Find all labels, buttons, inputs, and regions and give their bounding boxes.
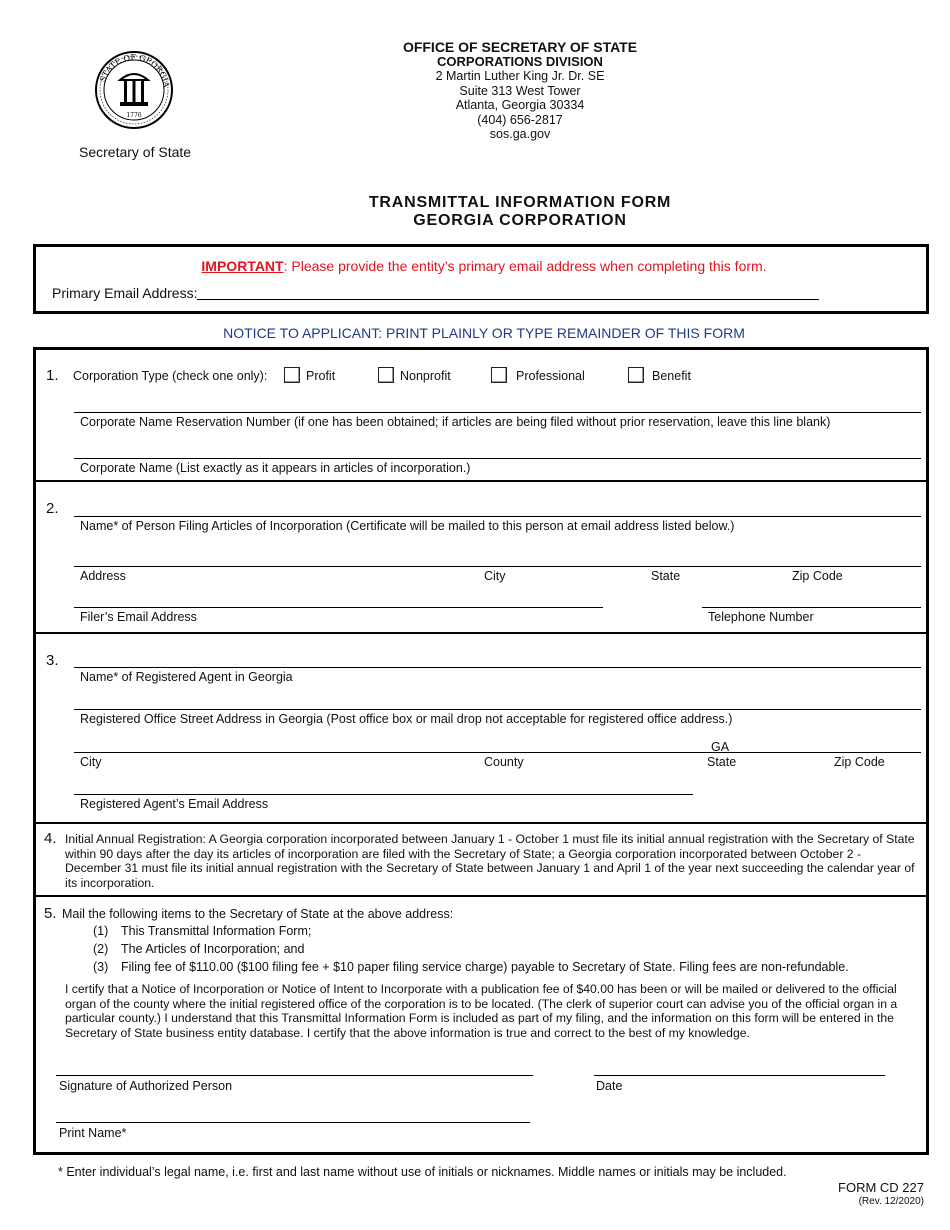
address-line: 2 Martin Luther King Jr. Dr. SE xyxy=(435,69,605,83)
revision-date: (Rev. 12/2020) xyxy=(858,1196,924,1207)
primary-email-box xyxy=(33,244,929,314)
address-line: Atlanta, Georgia 30334 xyxy=(455,98,585,112)
section-3-number: 3. xyxy=(46,652,59,669)
nonprofit-checkbox[interactable] xyxy=(378,367,394,383)
section-1-number: 1. xyxy=(46,367,59,384)
section-2-number: 2. xyxy=(46,500,59,517)
agent-city-field[interactable] xyxy=(74,752,921,753)
date-field[interactable] xyxy=(594,1075,885,1076)
corporate-name-field[interactable] xyxy=(74,458,921,459)
address-line: Suite 313 West Tower xyxy=(459,83,581,98)
filer-email-field[interactable] xyxy=(74,607,603,608)
office-title: OFFICE OF SECRETARY OF STATE xyxy=(402,39,638,55)
address-label: Address xyxy=(80,569,126,583)
registered-office-field[interactable] xyxy=(74,709,921,710)
filer-name-field[interactable] xyxy=(74,516,921,517)
primary-email-field[interactable] xyxy=(197,299,819,300)
important-notice: IMPORTANT: Please provide the entity’s primary email address when completing this form. xyxy=(201,258,767,274)
print-name-field[interactable] xyxy=(56,1122,530,1123)
professional-label: Professional xyxy=(516,369,585,383)
important-label: IMPORTANT xyxy=(201,258,284,274)
mail-item: Filing fee of $110.00 ($100 filing fee + $10 paper filing service charge) payable to Secretary of State. Filing fees are non-refundable. xyxy=(121,960,849,974)
agent-county-label: County xyxy=(484,755,524,769)
mail-item-number: (2) xyxy=(93,942,109,956)
filer-address-field[interactable] xyxy=(74,566,921,567)
city-label: City xyxy=(484,569,506,583)
profit-checkbox[interactable] xyxy=(284,367,300,383)
footnote: * Enter individual’s legal name, i.e. first and last name without use of initials or nicknames. Middle names or initials may be included. xyxy=(58,1165,787,1179)
agent-state-label: State xyxy=(707,755,737,769)
nonprofit-label: Nonprofit xyxy=(400,369,451,383)
zip-label: Zip Code xyxy=(792,569,843,583)
agent-email-label: Registered Agent’s Email Address xyxy=(80,797,269,811)
reservation-number-field[interactable] xyxy=(74,412,921,413)
date-label: Date xyxy=(596,1079,623,1093)
form-title: TRANSMITTAL INFORMATION FORM GEORGIA CORPORATION xyxy=(368,194,672,229)
mail-item: The Articles of Incorporation; and xyxy=(121,942,305,956)
form-id: FORM CD 227 xyxy=(838,1180,924,1195)
section-divider xyxy=(33,895,929,897)
corporation-type-label: Corporation Type (check one only): xyxy=(73,369,268,383)
filer-email-label: Filer’s Email Address xyxy=(80,610,197,624)
mail-item: This Transmittal Information Form; xyxy=(121,924,312,938)
svg-text:1776: 1776 xyxy=(126,112,142,119)
section-divider xyxy=(33,480,929,482)
primary-email-label: Primary Email Address: xyxy=(52,285,198,301)
section-4-number: 4. xyxy=(44,830,57,847)
website-line: sos.ga.gov xyxy=(489,127,551,141)
seal-label: Secretary of State xyxy=(79,144,192,160)
agent-name-field[interactable] xyxy=(74,667,921,668)
georgia-state-seal-icon xyxy=(94,50,174,130)
profit-label: Profit xyxy=(306,369,336,383)
benefit-checkbox[interactable] xyxy=(628,367,644,383)
mail-item-number: (1) xyxy=(93,924,109,938)
agent-zip-label: Zip Code xyxy=(834,755,885,769)
registered-office-label: Registered Office Street Address in Georgia (Post office box or mail drop not acceptable for registered office address.) xyxy=(80,712,733,726)
telephone-field[interactable] xyxy=(702,607,921,608)
state-value: GA xyxy=(711,740,730,754)
section-5-number: 5. xyxy=(44,905,57,922)
agent-email-field[interactable] xyxy=(74,794,693,795)
office-address-block xyxy=(350,40,690,142)
mail-items-intro: Mail the following items to the Secretary of State at the above address: xyxy=(62,907,454,921)
print-name-label: Print Name* xyxy=(59,1126,127,1140)
certification-text: I certify that a Notice of Incorporation or Notice of Intent to Incorporate with a publication fee of $40.00 has been or will be mailed or delivered to the official organ of the county where the initial registered office of the corporation is to be located. (The clerk of superior court can advise you of the official organ in a particular county.) I understand that this Transmittal Information Form is included as part of my filing, and the information on this form will be entered in the Secretary of State business entity database. I certify that the above information is true and correct to the best of my knowledge. xyxy=(65,982,898,1040)
annual-registration-text: Initial Annual Registration: A Georgia corporation incorporated between January 1 - October 1 must file its initial annual registration with the Secretary of State within 90 days after the day its articles of incorporation are filed with the Secretary of State; a Georgia corporation incorporated between October 2 - December 31 must file its initial annual registration with the Secretary of State between January 1 and April 1 of the year next succeeding the calendar year of its incorporation. xyxy=(65,832,915,890)
section-divider xyxy=(33,632,929,634)
state-label: State xyxy=(651,569,681,583)
corporate-name-label: Corporate Name (List exactly as it appears in articles of incorporation.) xyxy=(80,461,471,475)
signature-label: Signature of Authorized Person xyxy=(59,1079,233,1093)
telephone-label: Telephone Number xyxy=(708,610,814,624)
benefit-label: Benefit xyxy=(652,369,691,383)
filer-name-label: Name* of Person Filing Articles of Incorporation (Certificate will be mailed to this person at email address listed below.) xyxy=(80,519,735,533)
professional-checkbox[interactable] xyxy=(491,367,507,383)
division-title: CORPORATIONS DIVISION xyxy=(437,53,603,69)
mail-item-number: (3) xyxy=(93,960,109,974)
notice-to-applicant: NOTICE TO APPLICANT: PRINT PLAINLY OR TYPE REMAINDER OF THIS FORM xyxy=(223,325,745,341)
svg-text:STATE OF GEORGIA: STATE OF GEORGIA xyxy=(98,52,171,89)
agent-city-label: City xyxy=(80,755,102,769)
signature-field[interactable] xyxy=(56,1075,533,1076)
phone-line: (404) 656-2817 xyxy=(477,112,563,127)
agent-name-label: Name* of Registered Agent in Georgia xyxy=(80,670,293,684)
section-divider xyxy=(33,822,929,824)
reservation-number-label: Corporate Name Reservation Number (if one has been obtained; if articles are being filed without prior reservation, leave this line blank) xyxy=(80,415,831,429)
